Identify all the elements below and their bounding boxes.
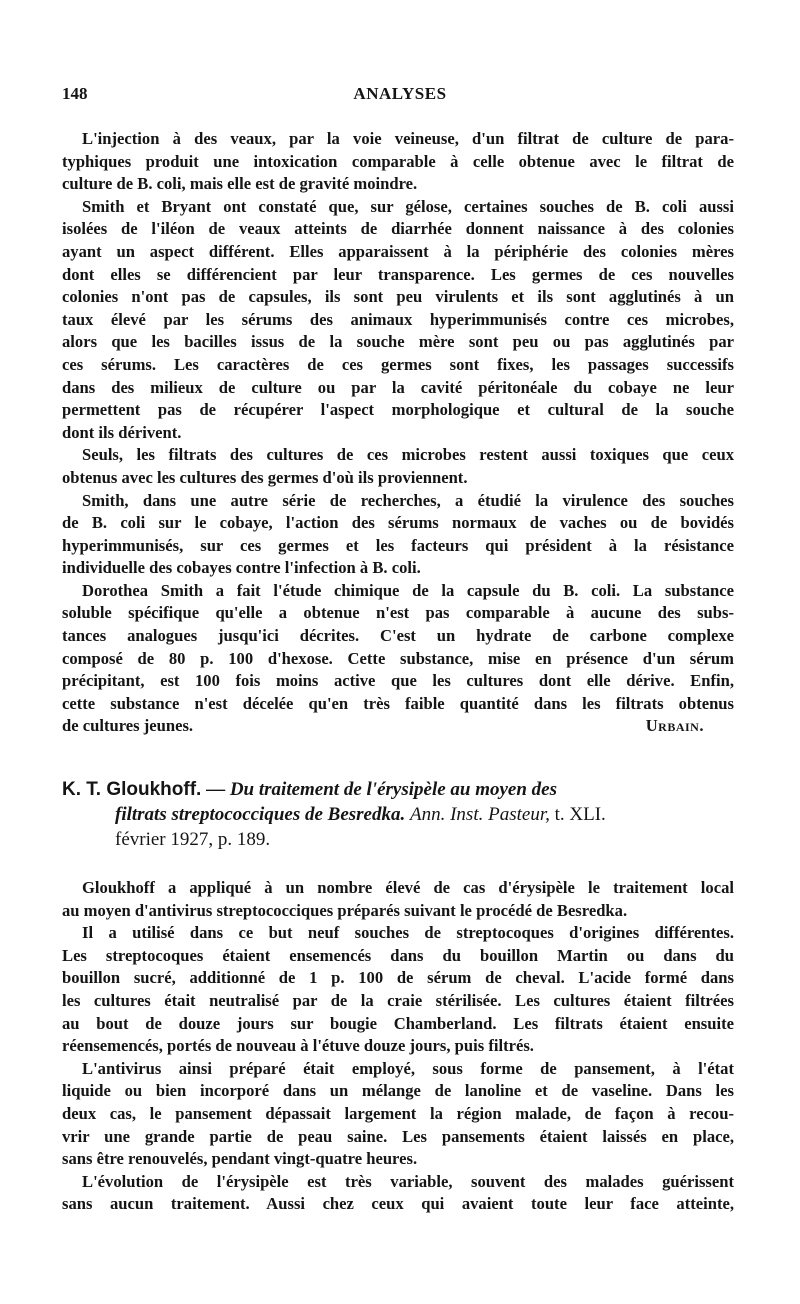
paragraph-line: individuelle des cobayes contre l'infection à B. coli.	[62, 558, 421, 578]
paragraph-line: deux cas, le pansement dépassait largement la région malade, de façon à recou-	[62, 1103, 734, 1123]
paragraph-line: typhiques produit une intoxication comparable à celle obtenue avec le filtrat de	[62, 151, 734, 171]
paragraph-line: alors que les bacilles issus de la souche mère sont peu ou pas agglutinés par	[62, 332, 734, 352]
article-heading	[62, 777, 734, 852]
paragraph-line: au bout de douze jours sur bougie Chamberland. Les filtrats étaient ensuite	[62, 1013, 734, 1033]
paragraph-line: Il a utilisé dans ce but neuf souches de streptocoques d'origines différentes.	[82, 923, 734, 943]
paragraph-line: L'injection à des veaux, par la voie veineuse, d'un filtrat de culture de para-	[82, 129, 734, 148]
paragraph-line: Smith, dans une autre série de recherches, a étudié la virulence des souches	[82, 490, 734, 510]
paragraph-line: Les streptocoques étaient ensemencés dans du bouillon Martin ou dans du	[62, 945, 734, 965]
paragraph-line: ayant un aspect différent. Elles apparaissent à la périphérie des colonies mères	[62, 241, 734, 261]
analysis-section-1	[62, 128, 734, 738]
paragraph-line: Gloukhoff a appliqué à un nombre élevé de cas d'érysipèle le traitement local	[82, 878, 734, 897]
paragraph-line: Smith et Bryant ont constaté que, sur gélose, certaines souches de B. coli aussi	[82, 196, 734, 216]
paragraph-line: permettent pas de récupérer l'aspect morphologique et cultural de la souche	[62, 400, 734, 420]
paragraph-line: obtenus avec les cultures des germes d'où ils proviennent.	[62, 467, 468, 487]
journal-volume: t. XLI.	[554, 804, 606, 825]
article-heading-line	[62, 802, 734, 827]
running-title: ANALYSES	[353, 84, 447, 103]
article-date: février 1927, p. 189.	[115, 829, 271, 850]
paragraph-line: soluble spécifique qu'elle a obtenue n'est pas comparable à aucune des subs-	[62, 603, 734, 623]
paragraph-line: précipitant, est 100 fois moins active que les cultures dont elle dérive. Enfin,	[62, 671, 734, 691]
closing-line	[62, 715, 734, 738]
paragraph-line: sans être renouvelés, pendant vingt-quatre heures.	[62, 1149, 418, 1169]
article-heading-line	[62, 777, 734, 802]
analysis-section-2	[62, 877, 734, 1216]
paragraph-line: vrir une grande partie de peau saine. Les pansements étaient laissés en place,	[62, 1126, 734, 1146]
paragraph-line: sans aucun traitement. Aussi chez ceux qui avaient toute leur face atteinte,	[62, 1194, 734, 1214]
paragraph-line: hyperimmunisés, sur ces germes et les facteurs qui président à la résistance	[62, 535, 734, 555]
author-name: K. T. Gloukhoff.	[62, 779, 202, 800]
paragraph-line: tances analogues jusqu'ici décrites. C'est un hydrate de carbone complexe	[62, 626, 734, 646]
paragraph-line: dont elles se différencient par leur transparence. Les germes de ces nouvelles	[62, 264, 734, 284]
paragraph-line: L'évolution de l'érysipèle est très variable, souvent des malades guérissent	[82, 1171, 734, 1191]
paragraph-line: ces sérums. Les caractères de ces germes sont fixes, les passages successifs	[62, 354, 734, 374]
paragraph-line: colonies n'ont pas de capsules, ils sont peu virulents et ils sont agglutinés à un	[62, 287, 734, 307]
paragraph-line: Dorothea Smith a fait l'étude chimique de la capsule du B. coli. La substance	[82, 580, 734, 600]
paragraph-line: dont ils dérivent.	[62, 422, 182, 442]
paragraph-line: taux élevé par les sérums des animaux hyperimmunisés contre ces microbes,	[62, 309, 734, 329]
paragraph-line: Seuls, les filtrats des cultures de ces microbes restent aussi toxiques que ceux	[82, 445, 734, 465]
paragraph-line: de cultures jeunes.	[62, 716, 194, 736]
paragraph-line: dans des milieux de culture ou par la cavité péritonéale du cobaye ne leur	[62, 377, 734, 397]
page-header	[62, 84, 738, 108]
paragraph-line: composé de 80 p. 100 d'hexose. Cette substance, mise en présence d'un sérum	[62, 648, 734, 668]
paragraph-line: L'antivirus ainsi préparé était employé, sous forme de pansement, à l'état	[82, 1058, 734, 1078]
paragraph-line: liquide ou bien incorporé dans un mélange de lanoline et de vaseline. Dans les	[62, 1081, 734, 1101]
article-title-cont: filtrats streptococciques de Besredka.	[115, 804, 406, 825]
paragraph-line: de B. coli sur le cobaye, l'action des sérums normaux de vaches ou de bovidés	[62, 513, 734, 533]
paragraph-line: bouillon sucré, additionné de 1 p. 100 de sérum de cheval. L'acide formé dans	[62, 968, 734, 988]
paragraph-line: au moyen d'antivirus streptococciques préparés suivant le procédé de Besredka.	[62, 900, 628, 920]
journal-source: Ann. Inst. Pasteur,	[410, 804, 550, 825]
paragraph-line: réensemencés, portés de nouveau à l'étuve douze jours, puis filtrés.	[62, 1036, 534, 1056]
page-number: 148	[62, 84, 88, 103]
paragraph-line: isolées de l'iléon de veaux atteints de diarrhée donnent naissance à des colonies	[62, 219, 734, 239]
reviewer-signature: Urbain.	[645, 716, 704, 736]
paragraph-line: cette substance n'est décelée qu'en très faible quantité dans les filtrats obtenus	[62, 693, 734, 713]
article-title: Du traitement de l'érysipèle au moyen des	[229, 779, 558, 800]
paragraph-line: culture de B. coli, mais elle est de gravité moindre.	[62, 174, 418, 194]
paragraph-line: les cultures était neutralisé par de la craie stérilisée. Les cultures étaient filtrées	[62, 990, 734, 1010]
title-dash: —	[206, 779, 226, 800]
